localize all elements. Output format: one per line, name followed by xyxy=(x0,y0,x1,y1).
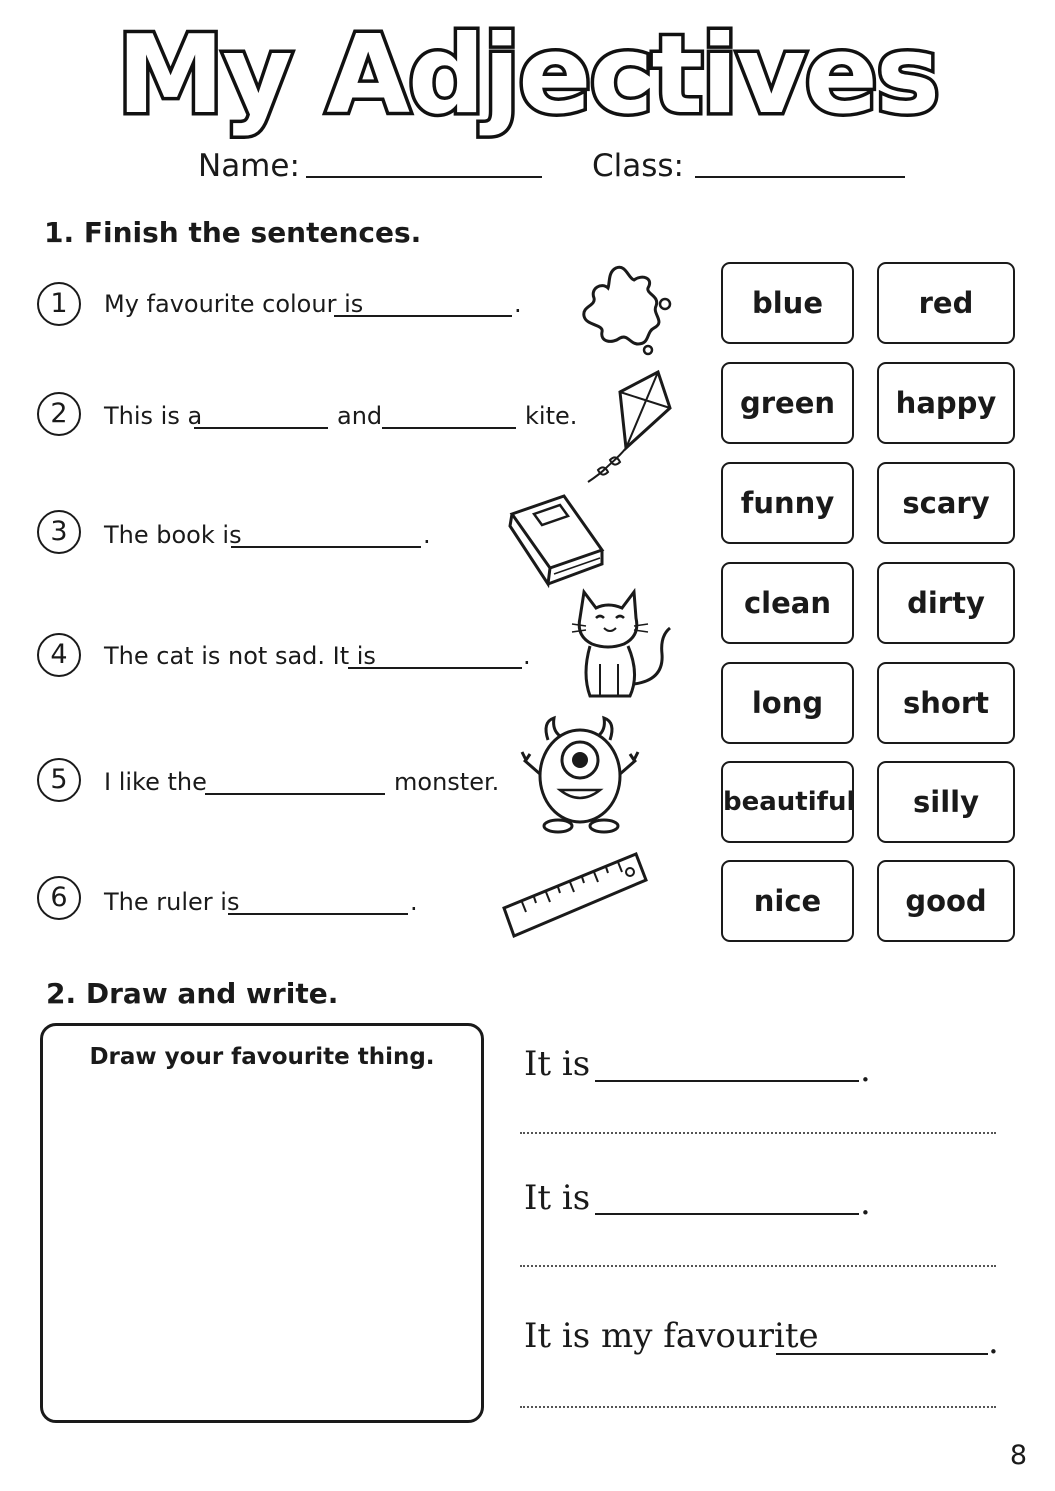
answer-blank[interactable] xyxy=(382,427,516,429)
word-card[interactable]: blue xyxy=(721,262,854,344)
answer-blank[interactable] xyxy=(595,1080,859,1082)
paint-splat-icon xyxy=(576,264,676,356)
word-card[interactable]: good xyxy=(877,860,1015,942)
answer-blank[interactable] xyxy=(231,546,421,548)
sentence-text: This is a xyxy=(104,402,203,430)
writing-text: . xyxy=(860,1050,871,1090)
answer-blank[interactable] xyxy=(776,1353,988,1355)
sentence-text: My favourite colour is xyxy=(104,290,364,318)
writing-text: It is xyxy=(524,1044,591,1084)
writing-text: It is xyxy=(524,1178,591,1218)
word-card[interactable]: happy xyxy=(877,362,1015,444)
sentence-text: The book is xyxy=(104,521,242,549)
dotted-line[interactable] xyxy=(520,1406,996,1408)
kite-icon xyxy=(584,368,676,488)
word-card[interactable]: nice xyxy=(721,860,854,942)
ruler-icon xyxy=(500,850,650,944)
sentence-text: I like the xyxy=(104,768,207,796)
sentence-text: . xyxy=(523,642,531,670)
sentence-number: 3 xyxy=(37,510,81,554)
word-card[interactable]: short xyxy=(877,662,1015,744)
section2-heading: 2. Draw and write. xyxy=(46,977,339,1010)
word-card[interactable]: silly xyxy=(877,761,1015,843)
word-card[interactable]: scary xyxy=(877,462,1015,544)
class-label: Class: xyxy=(592,148,685,184)
sentence-text: . xyxy=(423,521,431,549)
sentence-text: monster. xyxy=(394,768,500,796)
drawing-area[interactable] xyxy=(40,1023,484,1423)
sentence-text: kite. xyxy=(525,402,578,430)
answer-blank[interactable] xyxy=(348,667,522,669)
word-card[interactable]: red xyxy=(877,262,1015,344)
word-card[interactable]: green xyxy=(721,362,854,444)
answer-blank[interactable] xyxy=(228,913,408,915)
worksheet-title: My Adjectives xyxy=(116,13,939,138)
word-card[interactable]: beautiful xyxy=(721,761,854,843)
section1-heading: 1. Finish the sentences. xyxy=(44,216,422,249)
sentence-text: The cat is not sad. It is xyxy=(104,642,376,670)
sentence-number: 2 xyxy=(37,392,81,436)
sentence-text: . xyxy=(514,290,522,318)
sentence-text: and xyxy=(337,402,383,430)
cat-icon xyxy=(568,584,676,706)
writing-text: . xyxy=(988,1322,999,1362)
sentence-number: 5 xyxy=(37,758,81,802)
monster-icon xyxy=(518,714,648,836)
answer-blank[interactable] xyxy=(334,315,512,317)
draw-prompt: Draw your favourite thing. xyxy=(89,1044,435,1070)
writing-text: It is my favourite xyxy=(524,1316,819,1356)
word-card[interactable]: dirty xyxy=(877,562,1015,644)
answer-blank[interactable] xyxy=(595,1213,859,1215)
page-number: 8 xyxy=(1009,1440,1027,1471)
word-card[interactable]: long xyxy=(721,662,854,744)
name-label: Name: xyxy=(198,148,300,184)
sentence-number: 6 xyxy=(37,876,81,920)
sentence-number: 4 xyxy=(37,633,81,677)
sentence-text: The ruler is xyxy=(104,888,240,916)
word-card[interactable]: clean xyxy=(721,562,854,644)
writing-text: . xyxy=(860,1183,871,1223)
dotted-line[interactable] xyxy=(520,1265,996,1267)
answer-blank[interactable] xyxy=(194,427,328,429)
dotted-line[interactable] xyxy=(520,1132,996,1134)
sentence-text: . xyxy=(410,888,418,916)
name-field[interactable] xyxy=(306,176,542,178)
book-icon xyxy=(504,492,610,590)
class-field[interactable] xyxy=(695,176,905,178)
sentence-number: 1 xyxy=(37,282,81,326)
answer-blank[interactable] xyxy=(205,793,385,795)
word-card[interactable]: funny xyxy=(721,462,854,544)
